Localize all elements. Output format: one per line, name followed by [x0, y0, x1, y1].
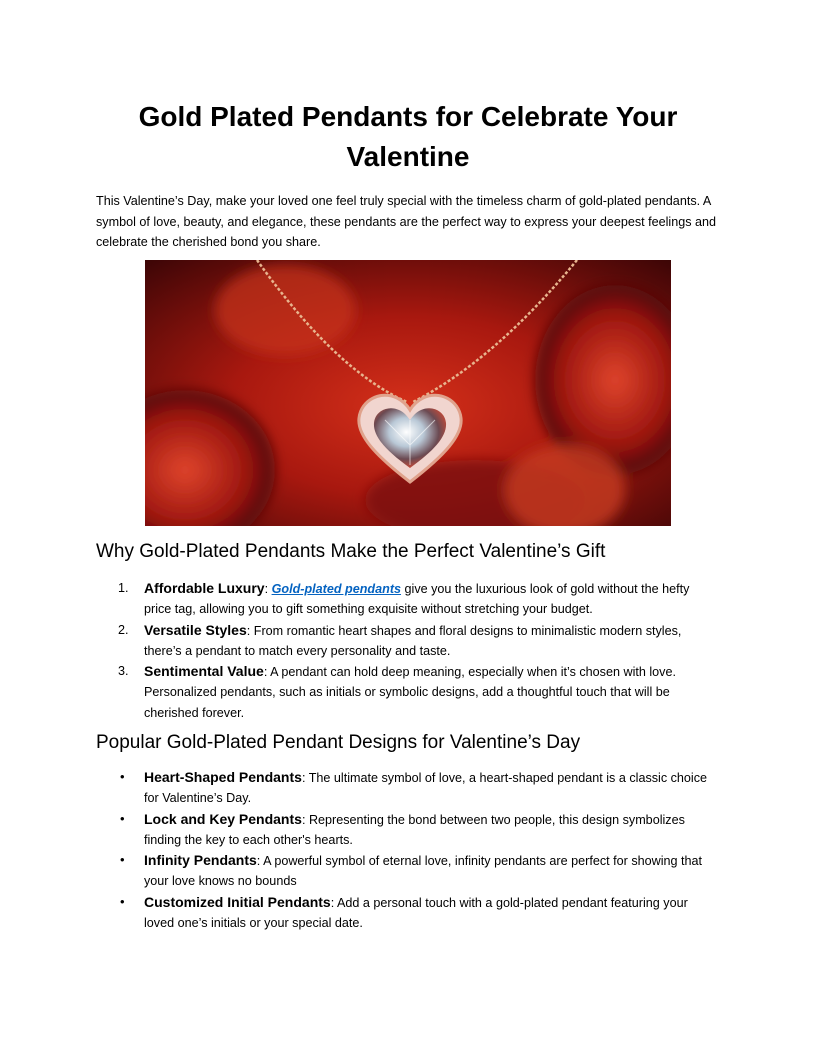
page-title: Gold Plated Pendants for Celebrate Your Valentine — [138, 101, 678, 172]
bullet-icon: • — [120, 769, 125, 784]
bullet-icon: • — [120, 810, 125, 826]
list-item: • Heart-Shaped Pendants: The ultimate symbol of love, a heart-shaped pendant is a classic choice for Valentine’s Day. — [120, 769, 708, 806]
section-heading-why: Why Gold-Plated Pendants Make the Perfect Valentine’s Gift — [96, 541, 606, 562]
section-heading-designs: Popular Gold-Plated Pendant Designs for Valentine’s Day — [96, 732, 581, 753]
pendant-photo — [145, 260, 671, 526]
list-item: 1. Affordable Luxury: Gold-plated pendants give you the luxurious look of gold without the hefty price tag, allowing you to gift something exquisite without stretching your budget. — [118, 580, 690, 617]
reasons-list — [96, 578, 720, 723]
list-item: • Lock and Key Pendants: Representing the bond between two people, this design symbolizes finding the key to each other's hearts. — [120, 810, 685, 847]
bullet-icon: • — [120, 893, 125, 909]
list-item: • Customized Initial Pendants: Add a personal touch with a gold-plated pendant featuring your loved one’s initials or your special date. — [120, 893, 688, 931]
gold-plated-pendants-link[interactable]: Gold-plated pendants — [271, 582, 402, 596]
intro-paragraph: This Valentine’s Day, make your loved one feel truly special with the timeless charm of gold-plated pendants. A symbol of love, beauty, and elegance, these pendants are the perfect way to express your deepest feelings and celebrate the cherished bond you share. — [96, 194, 717, 249]
list-item: 2. Versatile Styles: From romantic heart shapes and floral designs to minimalistic modern styles, there’s a pendant to match every personality and taste. — [118, 621, 682, 658]
list-item: 3. Sentimental Value: A pendant can hold deep meaning, especially when it’s chosen with love. Personalized pendants, such as initials or symbolic designs, add a thoughtful touch that will be cherished forever. — [118, 663, 676, 720]
designs-list — [96, 767, 720, 933]
list-item: • Infinity Pendants: A powerful symbol of eternal love, infinity pendants are perfect for showing that your love knows no bounds — [120, 852, 703, 889]
bullet-icon: • — [120, 852, 125, 868]
